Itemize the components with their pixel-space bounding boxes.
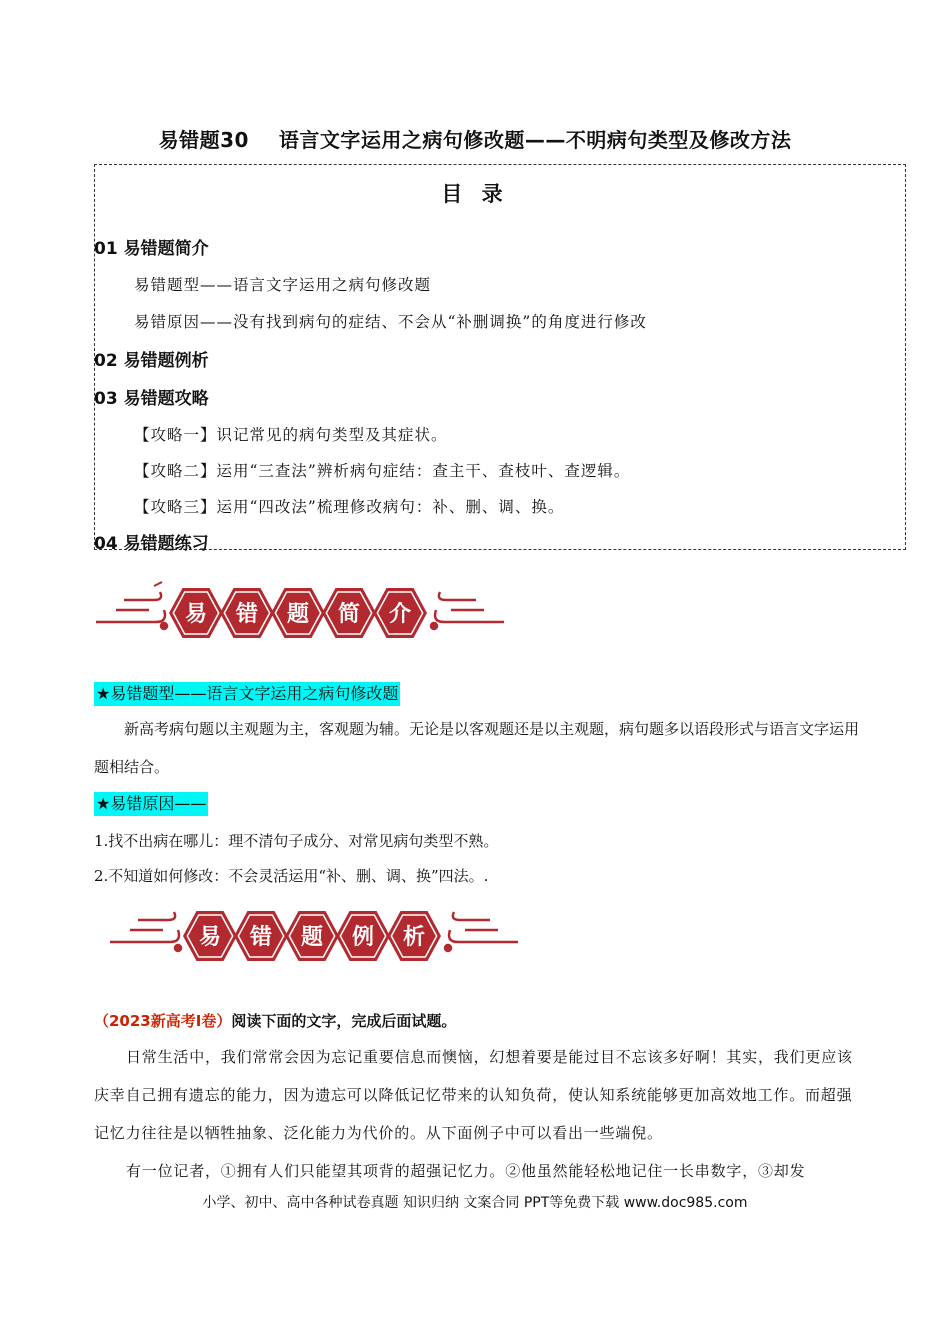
toc-section-4: 04 易错题练习 [94,534,209,554]
banner-char: 题 [286,602,310,627]
toc-item-reason: 易错原因——没有找到病句的症结、不会从“补删调换”的角度进行修改 [134,313,647,331]
passage-paragraph-1: 日常生活中，我们常常会因为忘记重要信息而懊恼，幻想着要是能过目不忘该多好啊！其实，我们更应该庆幸自己拥有遗忘的能力，因为遗忘可以降低记忆带来的认知负荷，使认知系统能够更加高效地工作。而超强记忆力往往是以牺牲抽象、泛化能力为代价的。从下面例子中可以看出一些端倪。 [94,1048,853,1142]
toc-item-type: 易错题型——语言文字运用之病句修改题 [134,276,432,294]
banner-char: 例 [351,925,375,950]
example-passage [94,1038,866,1190]
toc-box [94,164,906,550]
toc-item-strategy-3: 【攻略三】运用“四改法”梳理修改病句：补、删、调、换。 [134,498,565,516]
toc-item-strategy-2: 【攻略二】运用“三查法”辨析病句症结：查主干、查枝叶、查逻辑。 [134,462,631,480]
example-source: （2023新高考Ⅰ卷） [94,1012,232,1030]
title-number: 易错题30 [158,128,249,152]
reason-item-1: 1.找不出病在哪儿：理不清句子成分、对常见病句类型不熟。 [94,832,499,850]
page-title [0,124,950,153]
banner-char: 错 [249,925,273,950]
toc-section-3: 03 易错题攻略 [94,389,209,409]
banner-example [108,906,528,976]
banner-char: 析 [402,925,426,950]
banner-char: 题 [300,925,324,950]
banner-char: 介 [388,602,412,627]
toc-heading: 目 录 [441,182,509,206]
title-text: 语言文字运用之病句修改题——不明病句类型及修改方法 [278,128,792,152]
toc-item-strategy-1: 【攻略一】识记常见的病句类型及其症状。 [134,426,448,444]
banner-char: 易 [198,925,222,950]
reason-heading: ★易错原因—— [94,792,208,816]
example-instruction: 阅读下面的文字，完成后面试题。 [231,1012,457,1030]
type-description: 新高考病句题以主观题为主，客观题为辅。无论是以客观题还是以主观题，病句题多以语段形式与语言文字运用题相结合。 [94,720,860,776]
type-heading: ★易错题型——语言文字运用之病句修改题 [94,682,400,706]
banner-char: 易 [184,602,208,627]
passage-paragraph-2: 有一位记者，①拥有人们只能望其项背的超强记忆力。②他虽然能轻松地记住一长串数字，③却发 [126,1162,806,1180]
banner-intro [94,578,514,648]
banner-char: 错 [235,602,259,627]
reason-item-2: 2.不知道如何修改：不会灵活运用“补、删、调、换”四法。. [94,867,489,885]
page-footer: 小学、初中、高中各种试卷真题 知识归纳 文案合同 PPT等免费下载 www.doc985.com [202,1195,748,1211]
toc-section-2: 02 易错题例析 [94,351,209,371]
example-source-line [94,1010,456,1031]
banner-char: 简 [337,602,361,627]
toc-section-1: 01 易错题简介 [94,239,209,259]
